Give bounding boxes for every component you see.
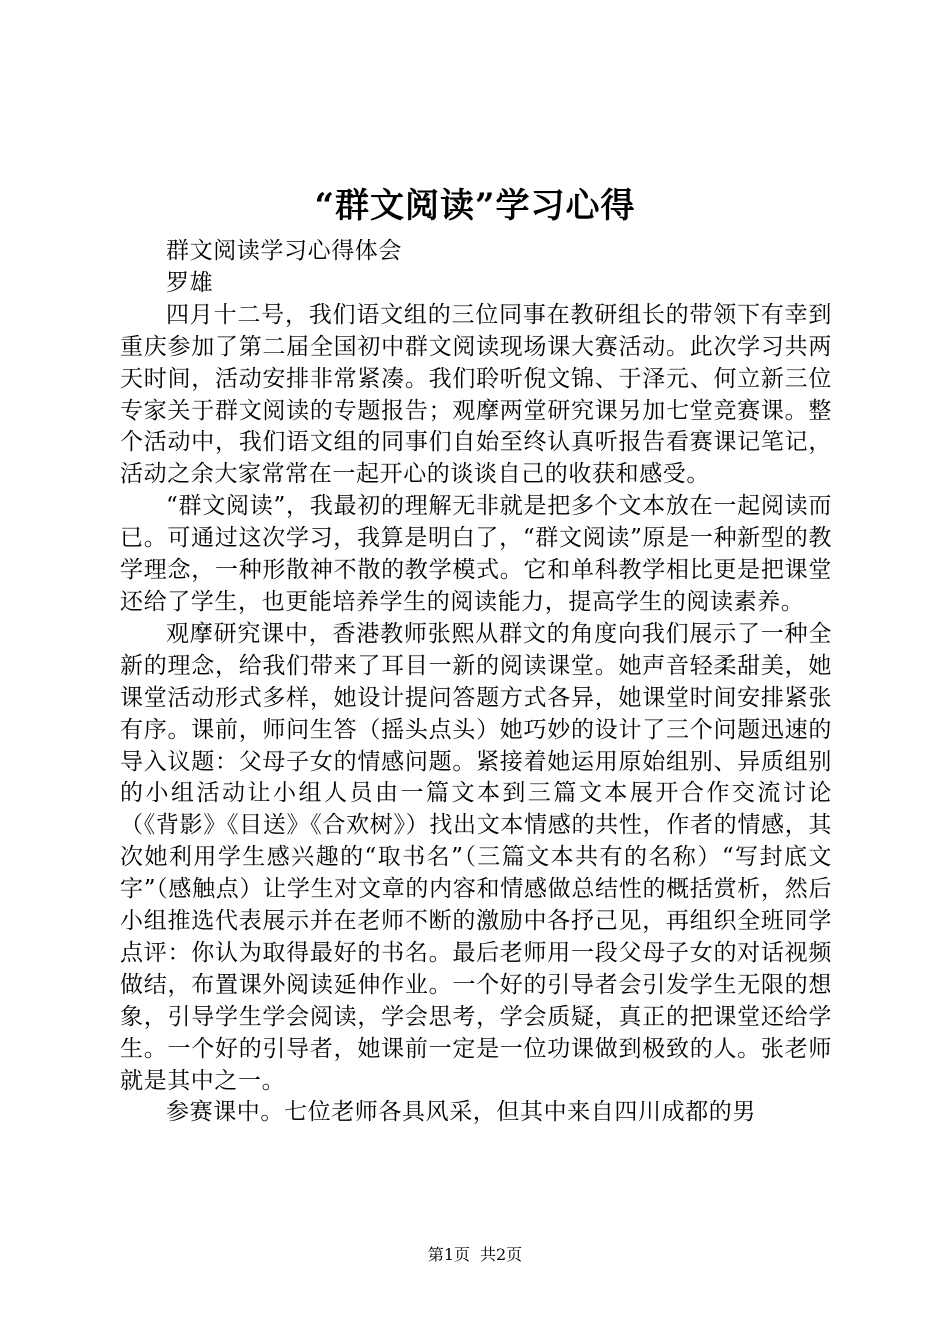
author-line: 罗雄 — [166, 269, 214, 296]
paragraph-4: 参赛课中。七位老师各具风采，但其中来自四川成都的男 — [166, 1099, 756, 1126]
page-total: 共2页 — [480, 1245, 523, 1264]
paragraph-1: 四月十二号，我们语文组的三位同事在教研组长的带领下有幸到重庆参加了第二届全国初中群文阅读现场课大赛活动。此次学习共两天时间，活动安排非常紧凑。我们聆听倪文锦、于泽元、何立新三位专家关于群文阅读的专题报告；观摩两堂研究课另加七堂竞赛课。整个活动中，我们语文组的同事们自始至终认真听报告看赛课记笔记，活动之余大家常常在一起开心的谈谈自己的收获和感受。 — [120, 301, 832, 488]
page-footer — [0, 1244, 950, 1266]
paragraph-2: “群文阅读”，我最初的理解无非就是把多个文本放在一起阅读而已。可通过这次学习，我算是明白了，“群文阅读”原是一种新型的教学理念，一种形散神不散的教学模式。它和单科教学相比更是把课堂还给了学生，也更能培养学生的阅读能力，提高学生的阅读素养。 — [120, 493, 832, 615]
document-body — [120, 236, 832, 1129]
subtitle-line: 群文阅读学习心得体会 — [166, 238, 402, 264]
page-number: 第1页 — [427, 1245, 470, 1264]
document-title: “群文阅读”学习心得 — [314, 186, 636, 226]
paragraph-3: 观摩研究课中，香港教师张熙从群文的角度向我们展示了一种全新的理念，给我们带来了耳目一新的阅读课堂。她声音轻柔甜美，她课堂活动形式多样，她设计提问答题方式各异，她课堂时间安排紧张有序。课前，师问生答（摇头点头）她巧妙的设计了三个问题迅速的导入议题：父母子女的情感问题。紧接着她运用原始组别、异质组别的小组活动让小组人员由一篇文本到三篇文本展开合作交流讨论（《背影》《目送》《合欢树》）找出文本情感的共性，作者的情感，其次她利用学生感兴趣的“取书名”（三篇文本共有的名称）“写封底文字”（感触点）让学生对文章的内容和情感做总结性的概括赏析，然后小组推选代表展示并在老师不断的激励中各抒己见，再组织全班同学点评：你认为取得最好的书名。最后老师用一段父母子女的对话视频做结，布置课外阅读延伸作业。一个好的引导者会引发学生无限的想象，引导学生学会阅读，学会思考，学会质疑，真正的把课堂还给学生。一个好的引导者，她课前一定是一位功课做到极致的人。张老师就是其中之一。 — [120, 620, 832, 1094]
